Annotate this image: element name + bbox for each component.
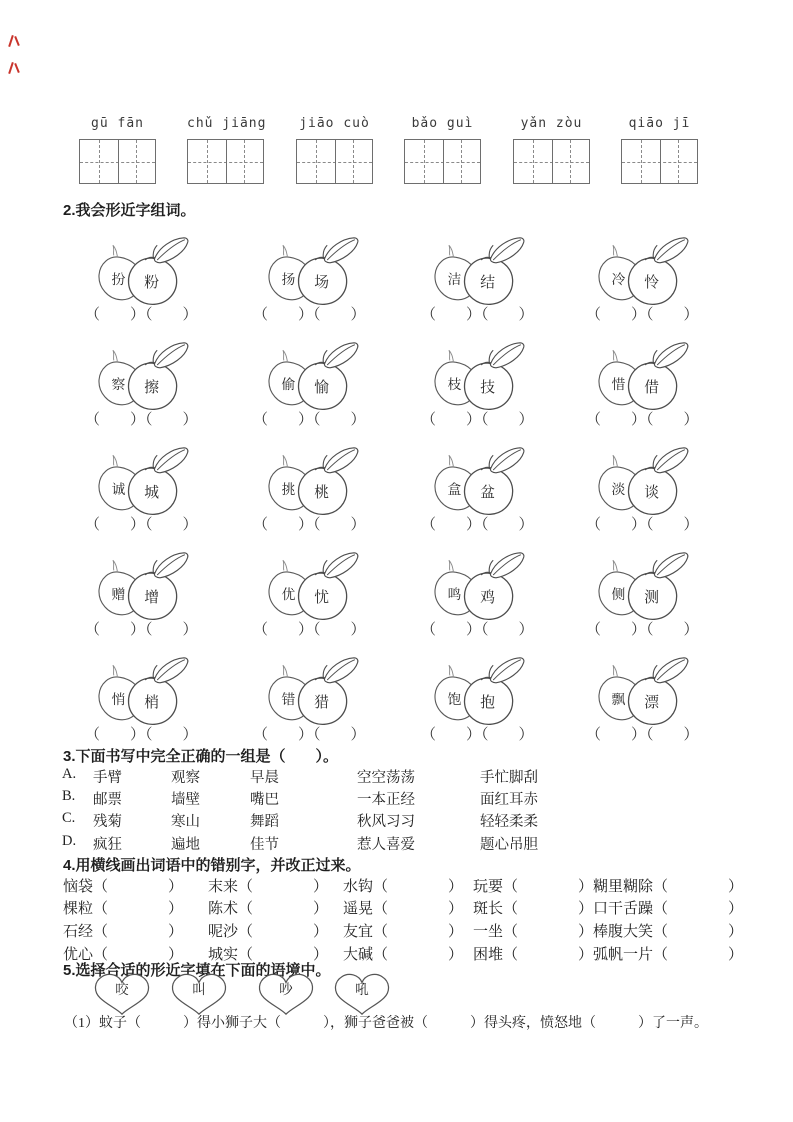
apple-pair — [425, 551, 530, 623]
apple-right-char: 忧 — [314, 589, 330, 606]
word-entry: 恼袋（ ） — [63, 879, 184, 895]
option-word: 空空荡荡 — [357, 770, 415, 786]
apple-left-char: 飘 — [611, 692, 626, 707]
answer-brackets: （ ）（ ） — [85, 412, 198, 428]
heart-option — [169, 971, 229, 1017]
answer-brackets: （ ）（ ） — [421, 412, 534, 428]
answer-brackets: （ ）（ ） — [85, 517, 198, 533]
word-entry: 弧帆一片（ ） — [593, 947, 744, 963]
section4-title: 4.用横线画出词语中的错别字，并改正过来。 — [63, 857, 361, 874]
answer-brackets: （ ）（ ） — [421, 622, 534, 638]
section3-title: 3.下面书写中完全正确的一组是（ ）。 — [63, 748, 339, 765]
apple-left-char: 侧 — [611, 587, 626, 602]
word-entry: 水钩（ ） — [343, 879, 464, 895]
pinyin-group — [404, 116, 481, 184]
answer-brackets: （ ）（ ） — [253, 622, 366, 638]
word-entry: 一坐（ ） — [473, 924, 594, 940]
entry-parens: （ ） — [653, 947, 744, 963]
option-label: D. — [62, 833, 77, 849]
heart-char: 吼 — [355, 982, 369, 997]
apple-right-char: 盆 — [480, 484, 496, 501]
entry-parens: （ ） — [93, 879, 184, 895]
entry-parens: （ ） — [373, 879, 464, 895]
apple-pair — [425, 656, 530, 728]
pinyin-label: bǎo guì — [411, 116, 474, 131]
red-mark-icon — [8, 34, 21, 48]
entry-parens: （ ） — [503, 879, 594, 895]
apple-right-char: 愉 — [314, 379, 330, 396]
apple-pair — [89, 656, 194, 728]
apple-left-char: 惜 — [611, 377, 626, 392]
answer-brackets: （ ）（ ） — [586, 307, 699, 323]
apple-pair — [259, 236, 364, 308]
word-entry: 石经（ ） — [63, 924, 184, 940]
entry-parens: （ ） — [503, 901, 594, 917]
heart-char: 吵 — [279, 982, 293, 997]
pinyin-label: gū fān — [91, 116, 144, 131]
pinyin-group — [79, 116, 156, 184]
apple-left-char: 优 — [281, 587, 296, 602]
answer-brackets: （ ）（ ） — [421, 307, 534, 323]
option-row-d — [62, 833, 538, 854]
apple-pair — [89, 236, 194, 308]
answer-brackets: （ ）（ ） — [253, 412, 366, 428]
apple-pair — [589, 446, 694, 518]
entry-parens: （ ） — [238, 879, 329, 895]
apple-right-char: 城 — [144, 484, 160, 501]
answer-brackets: （ ）（ ） — [85, 307, 198, 323]
entry-parens: （ ） — [653, 924, 744, 940]
apple-pair — [89, 341, 194, 413]
pinyin-group — [296, 116, 373, 184]
apple-pair — [259, 341, 364, 413]
option-row-a — [62, 766, 538, 787]
option-word: 邮票 — [93, 792, 122, 808]
option-word: 佳节 — [250, 837, 279, 853]
apple-left-char: 盒 — [447, 482, 462, 497]
pinyin-group — [513, 116, 590, 184]
apple-right-char: 测 — [644, 589, 660, 606]
apple-right-char: 桃 — [314, 484, 330, 501]
option-word: 一本正经 — [357, 792, 415, 808]
option-word: 嘴巴 — [250, 792, 279, 808]
apple-pair — [589, 551, 694, 623]
option-word: 舞蹈 — [250, 814, 279, 830]
apple-pair — [589, 236, 694, 308]
option-word: 寒山 — [171, 814, 200, 830]
writing-box — [296, 139, 373, 184]
entry-parens: （ ） — [653, 879, 744, 895]
word-entry: 玩要（ ） — [473, 879, 594, 895]
apple-left-char: 错 — [281, 692, 296, 707]
entry-parens: （ ） — [503, 947, 594, 963]
apple-left-char: 偷 — [281, 377, 296, 392]
entry-parens: （ ） — [93, 924, 184, 940]
answer-brackets: （ ）（ ） — [586, 517, 699, 533]
apple-pair — [425, 341, 530, 413]
apple-left-char: 鸣 — [447, 587, 462, 602]
option-row-c — [62, 810, 538, 831]
option-word: 早晨 — [250, 770, 279, 786]
option-word: 面红耳赤 — [480, 792, 538, 808]
pinyin-label: chǔ jiāng — [187, 116, 267, 131]
option-word: 惹人喜爱 — [357, 837, 415, 853]
word-entry: 棵粒（ ） — [63, 901, 184, 917]
option-label: C. — [62, 810, 76, 826]
pinyin-label: yǎn zòu — [520, 116, 583, 131]
apple-right-char: 擦 — [144, 379, 160, 396]
apple-pair — [425, 446, 530, 518]
apple-right-char: 结 — [480, 274, 496, 291]
writing-box — [187, 139, 264, 184]
word-entry: 棒腹大笑（ ） — [593, 924, 744, 940]
option-word: 题心吊胆 — [480, 837, 538, 853]
apple-left-char: 枝 — [447, 377, 462, 392]
section2-title: 2.我会形近字组词。 — [63, 202, 196, 219]
apple-right-char: 鸡 — [480, 589, 496, 606]
entry-parens: （ ） — [373, 901, 464, 917]
apple-right-char: 增 — [144, 589, 160, 606]
apple-pair — [589, 656, 694, 728]
answer-brackets: （ ）（ ） — [253, 727, 366, 743]
word-entry: 遥晃（ ） — [343, 901, 464, 917]
entry-parens: （ ） — [653, 901, 744, 917]
apple-right-char: 技 — [480, 379, 496, 396]
apple-left-char: 扮 — [111, 272, 126, 287]
word-entry: 口干舌躁（ ） — [593, 901, 744, 917]
apple-right-char: 借 — [644, 379, 660, 396]
entry-parens: （ ） — [373, 947, 464, 963]
option-word: 秋风习习 — [357, 814, 415, 830]
entry-parens: （ ） — [238, 924, 329, 940]
apple-pair — [259, 446, 364, 518]
answer-brackets: （ ）（ ） — [586, 412, 699, 428]
answer-brackets: （ ）（ ） — [586, 727, 699, 743]
heart-char: 咬 — [115, 982, 129, 997]
word-entry: 呢沙（ ） — [208, 924, 329, 940]
apple-right-char: 场 — [314, 274, 330, 291]
option-word: 轻轻柔柔 — [480, 814, 538, 830]
answer-brackets: （ ）（ ） — [253, 517, 366, 533]
option-word: 墙壁 — [171, 792, 200, 808]
pinyin-label: qiāo jī — [628, 116, 691, 131]
apple-right-char: 怜 — [644, 274, 660, 291]
entry-parens: （ ） — [93, 901, 184, 917]
option-word: 遍地 — [171, 837, 200, 853]
red-mark-icon — [8, 61, 21, 75]
answer-brackets: （ ）（ ） — [421, 727, 534, 743]
option-label: B. — [62, 788, 76, 804]
apple-left-char: 淡 — [611, 482, 626, 497]
option-label: A. — [62, 766, 77, 782]
apple-pair — [259, 551, 364, 623]
apple-left-char: 饱 — [447, 692, 462, 707]
apple-left-char: 察 — [111, 377, 126, 392]
writing-box — [513, 139, 590, 184]
apple-right-char: 梢 — [144, 694, 160, 711]
entry-parens: （ ） — [238, 901, 329, 917]
apple-pair — [89, 446, 194, 518]
heart-option — [256, 971, 316, 1017]
writing-box — [404, 139, 481, 184]
entry-parens: （ ） — [93, 947, 184, 963]
option-word: 残菊 — [93, 814, 122, 830]
apple-pair — [259, 656, 364, 728]
answer-brackets: （ ）（ ） — [85, 727, 198, 743]
word-entry: 城实（ ） — [208, 947, 329, 963]
answer-brackets: （ ）（ ） — [253, 307, 366, 323]
apple-pair — [89, 551, 194, 623]
word-entry: 困堆（ ） — [473, 947, 594, 963]
writing-box — [79, 139, 156, 184]
answer-brackets: （ ）（ ） — [586, 622, 699, 638]
word-entry: 陈术（ ） — [208, 901, 329, 917]
option-word: 手忙脚刮 — [480, 770, 538, 786]
answer-brackets: （ ）（ ） — [421, 517, 534, 533]
heart-char: 叫 — [192, 982, 206, 997]
word-entry: 糊里糊除（ ） — [593, 879, 744, 895]
word-entry: 友宜（ ） — [343, 924, 464, 940]
entry-parens: （ ） — [238, 947, 329, 963]
heart-option — [332, 971, 392, 1017]
word-entry: 大碱（ ） — [343, 947, 464, 963]
apple-pair — [589, 341, 694, 413]
option-row-b — [62, 788, 538, 809]
apple-right-char: 猎 — [314, 694, 330, 711]
apple-right-char: 谈 — [644, 484, 660, 501]
apple-left-char: 赠 — [111, 587, 126, 602]
apple-left-char: 悄 — [111, 692, 126, 707]
apple-left-char: 扬 — [281, 272, 296, 287]
pinyin-group — [621, 116, 698, 184]
word-entry: 优心（ ） — [63, 947, 184, 963]
pinyin-label: jiāo cuò — [299, 116, 370, 131]
apple-left-char: 诚 — [111, 482, 126, 497]
fill-in-sentence: （1）蚊子（ ）得小狮子大（ ），狮子爸爸被（ ）得头疼，愤怒地（ ）了一声。 — [64, 1016, 708, 1031]
apple-right-char: 漂 — [644, 694, 660, 711]
word-entry: 斑长（ ） — [473, 901, 594, 917]
option-word: 观察 — [171, 770, 200, 786]
word-entry: 末来（ ） — [208, 879, 329, 895]
apple-left-char: 挑 — [281, 482, 296, 497]
apple-right-char: 抱 — [480, 694, 496, 711]
answer-brackets: （ ）（ ） — [85, 622, 198, 638]
entry-parens: （ ） — [503, 924, 594, 940]
option-word: 手臂 — [93, 770, 122, 786]
writing-box — [621, 139, 698, 184]
pinyin-group — [187, 116, 267, 184]
section5-title: 5.选择合适的形近字填在下面的语境中。 — [63, 962, 331, 979]
entry-parens: （ ） — [373, 924, 464, 940]
heart-option — [92, 971, 152, 1017]
apple-left-char: 洁 — [447, 272, 462, 287]
option-word: 疯狂 — [93, 837, 122, 853]
apple-pair — [425, 236, 530, 308]
apple-left-char: 冷 — [611, 272, 626, 287]
apple-right-char: 粉 — [144, 274, 160, 291]
